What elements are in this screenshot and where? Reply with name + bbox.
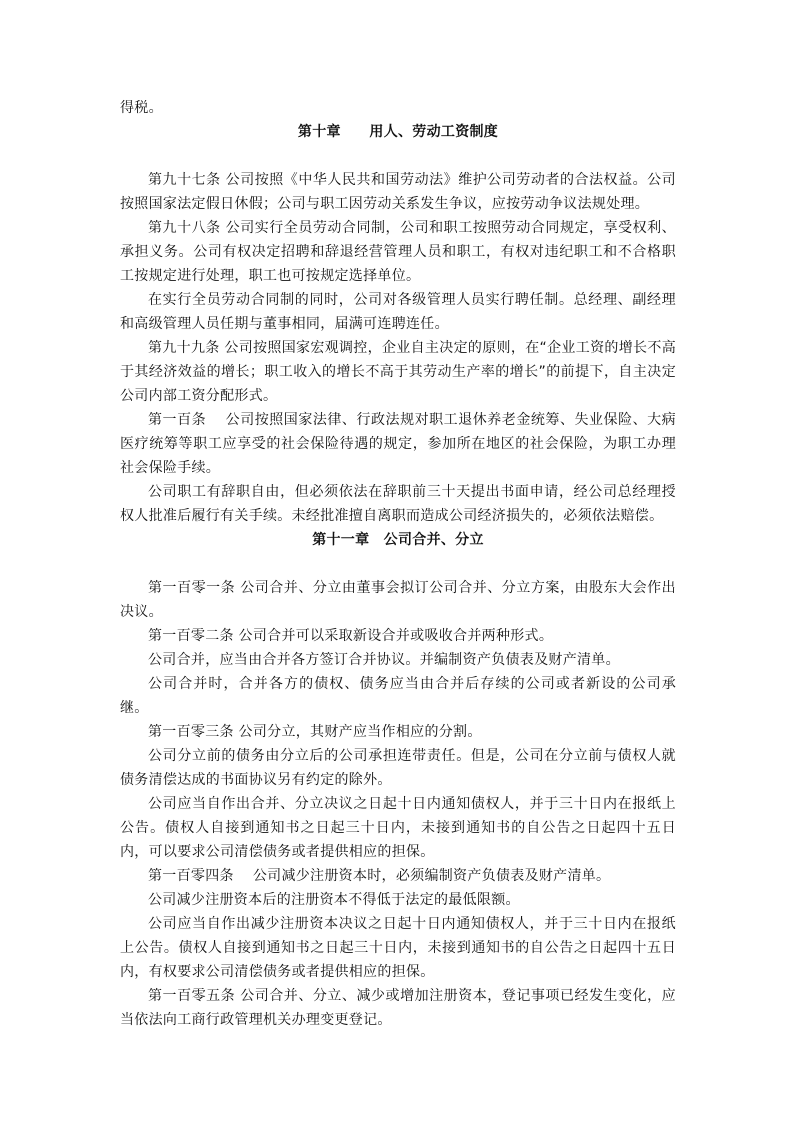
document-body [120, 96, 676, 1032]
chapter-10-title: 第十章 用人、劳动工资制度 [297, 124, 499, 140]
article-100: 第一百条 公司按照国家法律、行政法规对职工退休养老金统筹、失业保险、大病医疗统筹等职工应享受的社会保险待遇的规定，参加所在地区的社会保险，为职工办理社会保险手续。 [120, 412, 676, 476]
article-103-notice: 公司应当自作出合并、分立决议之日起十日内通知债权人，并于三十日内在报纸上公告。债权人自接到通知书之日起三十日内，未接到通知书的自公告之日起四十五日内，可以要求公司清偿债务或者提供相应的担保。 [120, 796, 676, 860]
article-105: 第一百零五条 公司合并、分立、减少或增加注册资本，登记事项已经发生变化，应当依法向工商行政管理机关办理变更登记。 [120, 988, 676, 1028]
article-102-agreement: 公司合并，应当由合并各方签订合并协议。并编制资产负债表及财产清单。 [148, 652, 620, 668]
lead-text: 得税。 [120, 100, 163, 116]
spacer [120, 144, 676, 168]
article-100-resignation: 公司职工有辞职自由，但必须依法在辞职前三十天提出书面申请，经公司总经理授权人批准后履行有关手续。未经批准擅自离职而造成公司经济损失的，必须依法赔偿。 [120, 484, 676, 524]
article-98-appointment: 在实行全员劳动合同制的同时，公司对各级管理人员实行聘任制。总经理、副经理和高级管理人员任期与董事相同，届满可连聘连任。 [120, 292, 676, 332]
chapter-11-title: 第十一章 公司合并、分立 [312, 532, 484, 548]
article-97: 第九十七条 公司按照《中华人民共和国劳动法》维护公司劳动者的合法权益。公司按照国家法定假日休假；公司与职工因劳动关系发生争议，应按劳动争议法规处理。 [120, 172, 676, 212]
article-101: 第一百零一条 公司合并、分立由董事会拟订公司合并、分立方案，由股东大会作出决议。 [120, 580, 676, 620]
article-103-liability: 公司分立前的债务由分立后的公司承担连带责任。但是，公司在分立前与债权人就债务清偿达成的书面协议另有约定的除外。 [120, 748, 676, 788]
article-104-minimum: 公司减少注册资本后的注册资本不得低于法定的最低限额。 [148, 892, 520, 908]
article-104-notice: 公司应当自作出减少注册资本决议之日起十日内通知债权人，并于三十日内在报纸上公告。债权人自接到通知书之日起三十日内，未接到通知书的自公告之日起四十五日内，有权要求公司清偿债务或者提供相应的担保。 [120, 916, 676, 980]
spacer [120, 552, 676, 576]
article-98: 第九十八条 公司实行全员劳动合同制，公司和职工按照劳动合同规定，享受权利、承担义务。公司有权决定招聘和辞退经营管理人员和职工，有权对违纪职工和不合格职工按规定进行处理，职工也可按规定选择单位。 [120, 220, 676, 284]
article-102-succession: 公司合并时，合并各方的债权、债务应当由合并后存续的公司或者新设的公司承继。 [120, 676, 676, 716]
article-99: 第九十九条 公司按照国家宏观调控，企业自主决定的原则，在“企业工资的增长不高于其经济效益的增长；职工收入的增长不高于其劳动生产率的增长”的前提下，自主决定公司内部工资分配形式。 [120, 340, 676, 404]
article-104: 第一百零四条 公司减少注册资本时，必须编制资产负债表及财产清单。 [148, 868, 611, 884]
article-103: 第一百零三条 公司分立，其财产应当作相应的分割。 [148, 724, 482, 740]
article-102: 第一百零二条 公司合并可以采取新设合并或吸收合并两种形式。 [148, 628, 554, 644]
